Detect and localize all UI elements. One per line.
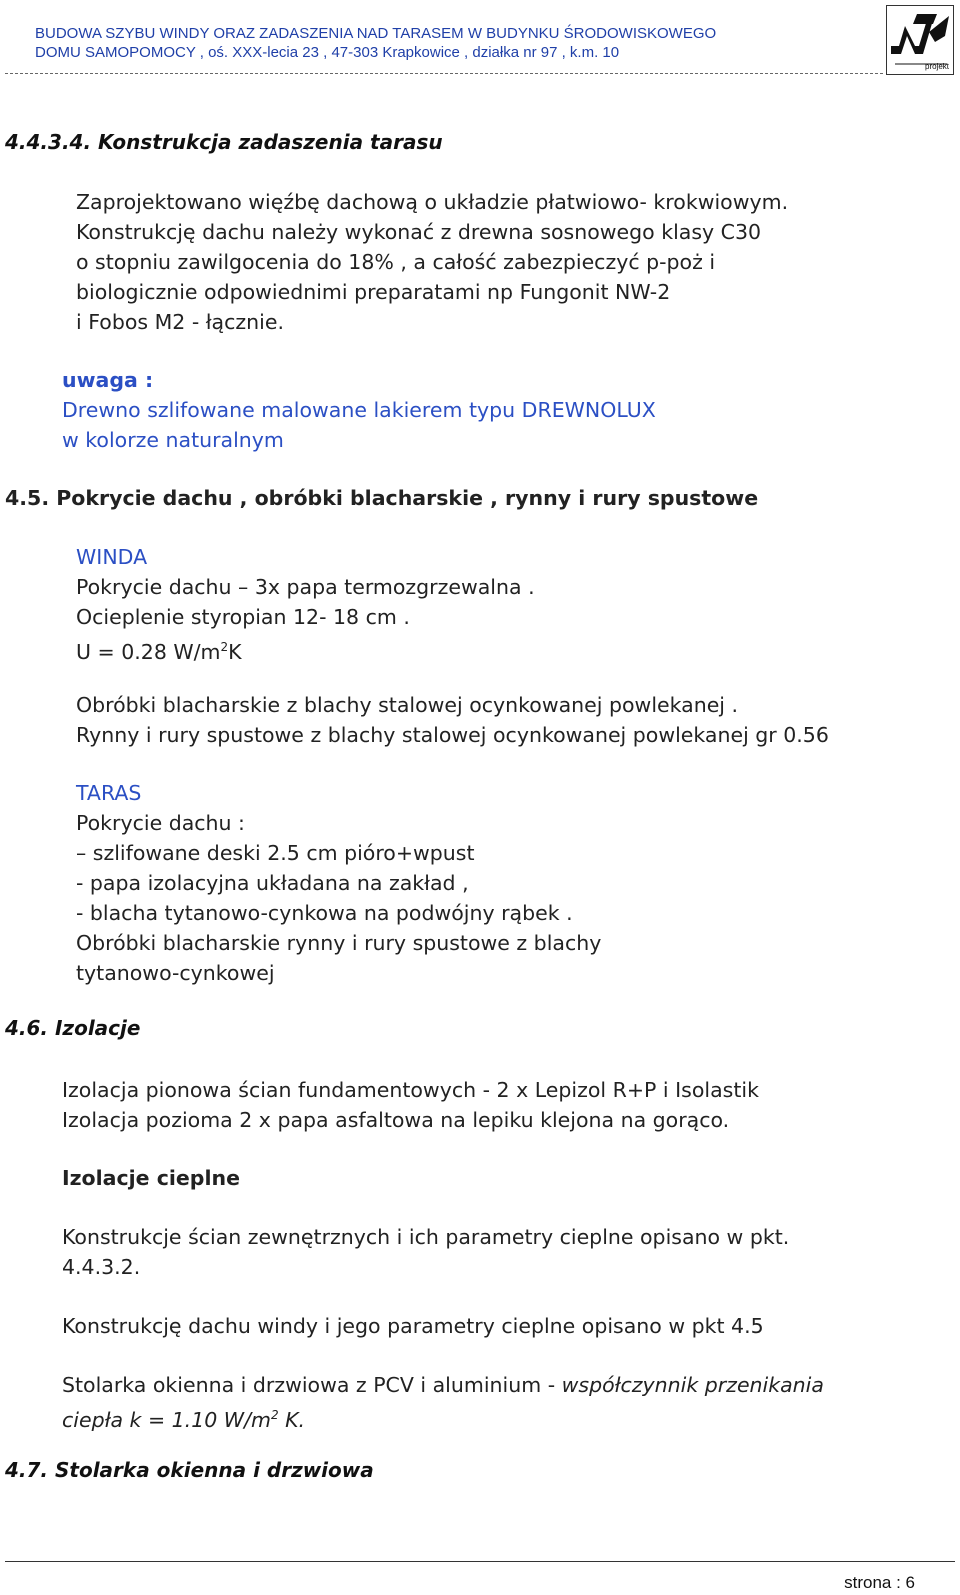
note-line: Drewno szlifowane malowane lakierem typu DREWNOLUX [62, 398, 656, 422]
paragraph-line [62, 1400, 305, 1435]
paragraph-line: Obróbki blacharskie rynny i rury spustowe z blachy [76, 931, 602, 955]
paragraph-line: i Fobos M2 - łącznie. [76, 310, 284, 334]
paragraph-line: Rynny i rury spustowe z blachy stalowej ocynkowanej powlekanej gr 0.56 [76, 723, 829, 747]
paragraph-line: Ocieplenie styropian 12- 18 cm . [76, 605, 410, 629]
section-heading-46: 4.6. Izolacje [5, 1016, 141, 1040]
paragraph-line: Pokrycie dachu : [76, 811, 245, 835]
paragraph-line: Pokrycie dachu – 3x papa termozgrzewalna . [76, 575, 535, 599]
note-line: w kolorze naturalnym [62, 428, 284, 452]
text-span: ciepła k = 1.10 W/m [62, 1407, 271, 1432]
paragraph-line: Konstrukcje ścian zewnętrznych i ich parametry cieplne opisano w pkt. [62, 1225, 790, 1249]
company-logo [886, 5, 954, 75]
text-span: Stolarka okienna i drzwiowa z PCV i aluminium - [62, 1373, 562, 1397]
paragraph-line: - papa izolacyjna układana na zakład , [76, 871, 469, 895]
footer-divider [5, 1561, 955, 1562]
note-label: uwaga : [62, 368, 154, 392]
paragraph-line: o stopniu zawilgocenia do 18% , a całość zabezpieczyć p-poż i [76, 250, 716, 274]
section-heading-45: 4.5. Pokrycie dachu , obróbki blacharskie , rynny i rury spustowe [5, 486, 759, 510]
paragraph-line: – szlifowane deski 2.5 cm pióro+wpust [76, 841, 475, 865]
u-value-sup: 2 [220, 640, 229, 654]
taras-label: TARAS [76, 781, 142, 805]
section-heading-4434: 4.4.3.4. Konstrukcja zadaszenia tarasu [5, 130, 443, 154]
section-heading-47: 4.7. Stolarka okienna i drzwiowa [5, 1458, 374, 1482]
paragraph-line: - blacha tytanowo-cynkowa na podwójny rąbek . [76, 901, 573, 925]
u-value-unit: K [228, 639, 242, 664]
u-value-text: U = 0.28 W/m [76, 639, 221, 664]
header-divider [5, 73, 883, 74]
paragraph-line: Zaprojektowano więźbę dachową o układzie płatwiowo- krokwiowym. [76, 190, 789, 214]
paragraph-line: 4.4.3.2. [62, 1255, 141, 1279]
sup-span: 2 [270, 1408, 279, 1422]
sub-heading: Izolacje cieplne [62, 1166, 241, 1190]
paragraph-line: biologicznie odpowiednimi preparatami np Fungonit NW-2 [76, 280, 671, 304]
paragraph-line: tytanowo-cynkowej [76, 961, 275, 985]
paragraph-line: Izolacja pozioma 2 x papa asfaltowa na lepiku klejona na gorąco. [62, 1108, 730, 1132]
paragraph-line: Konstrukcję dachu należy wykonać z drewna sosnowego klasy C30 [76, 220, 762, 244]
paragraph-line: Konstrukcję dachu windy i jego parametry cieplne opisano w pkt 4.5 [62, 1314, 764, 1338]
u-value-line [76, 632, 242, 667]
paragraph-line: Obróbki blacharskie z blachy stalowej ocynkowanej powlekanej . [76, 693, 739, 717]
paragraph-line: Izolacja pionowa ścian fundamentowych - 2 x Lepizol R+P i Isolastik [62, 1078, 759, 1102]
page-number: strona : 6 [844, 1573, 915, 1592]
italic-span: współczynnik przenikania [561, 1373, 824, 1397]
text-span: K. [278, 1407, 306, 1432]
header-title-line1: BUDOWA SZYBU WINDY ORAZ ZADASZENIA NAD TARASEM W BUDYNKU ŚRODOWISKOWEGO [35, 25, 717, 42]
paragraph-line [62, 1370, 824, 1400]
header-title-line2: DOMU SAMOPOMOCY , oś. XXX-lecia 23 , 47-303 Krapkowice , działka nr 97 , k.m. 10 [35, 44, 620, 61]
winda-label: WINDA [76, 545, 148, 569]
logo-text: projekt [925, 62, 950, 71]
